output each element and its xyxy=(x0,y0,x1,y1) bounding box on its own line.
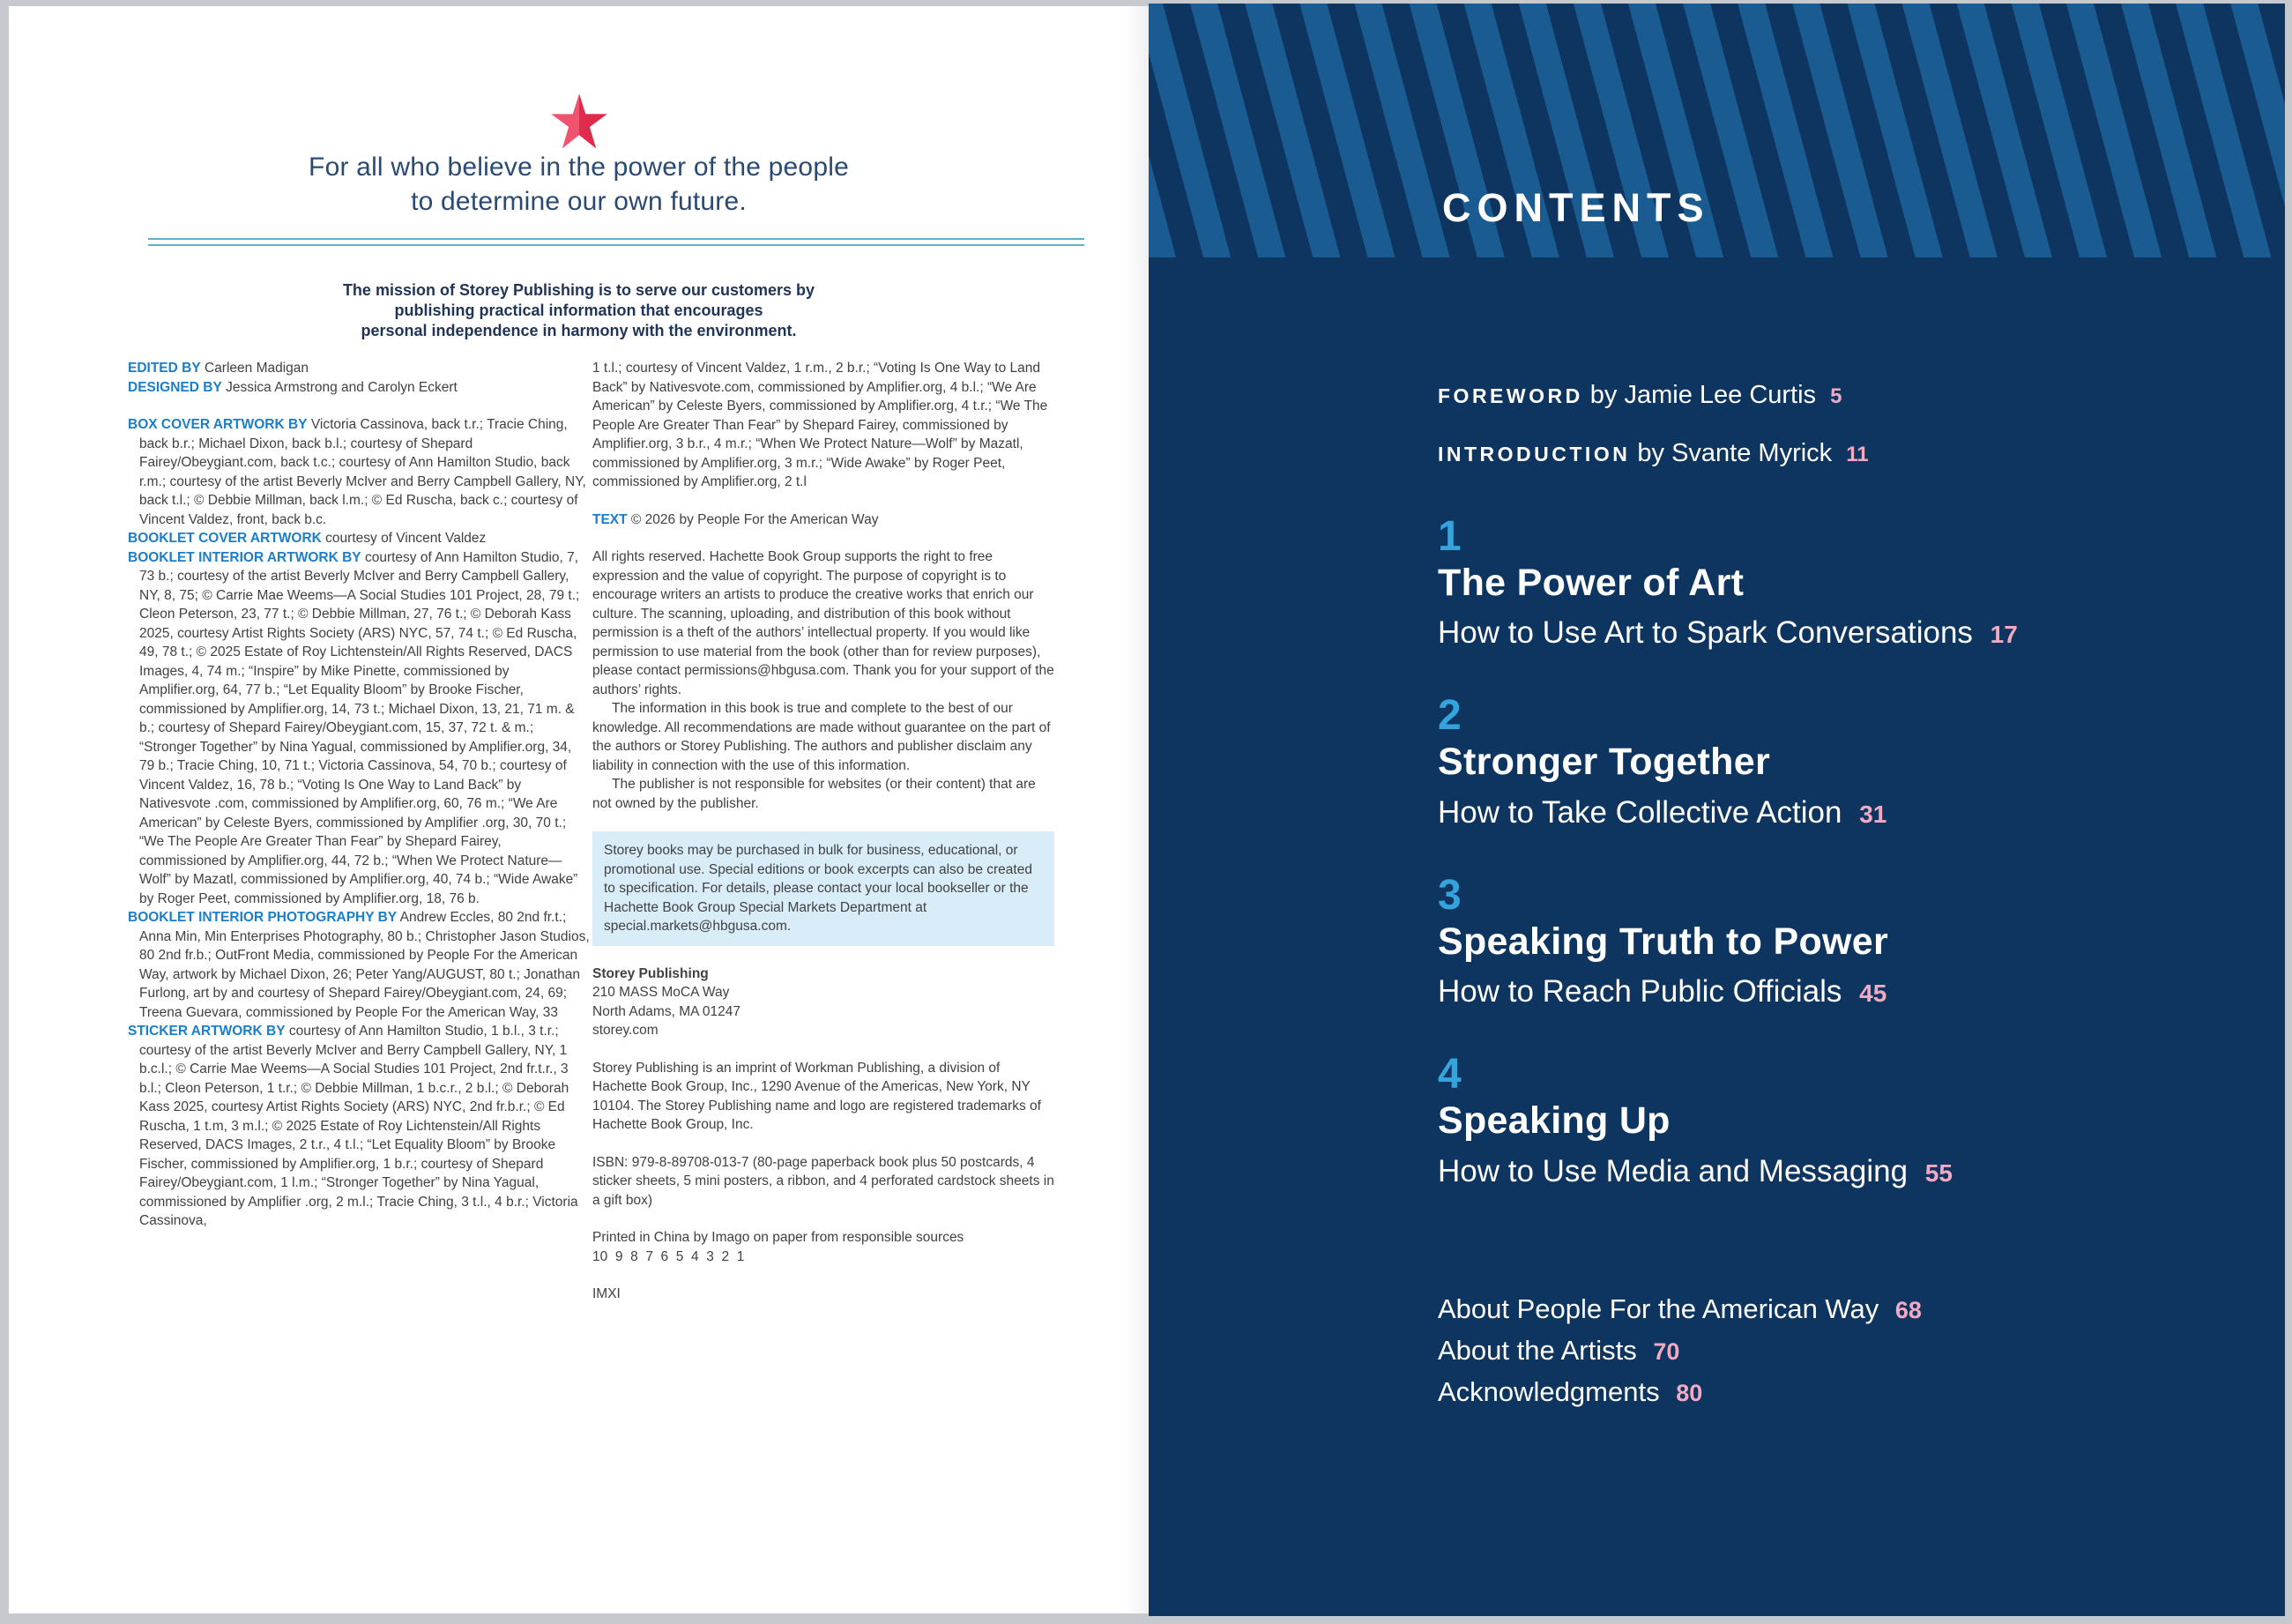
mission-line: personal independence in harmony with the environment. xyxy=(361,322,797,339)
colophon-paragraph: Storey Publishing is an imprint of Workman Publishing, a division of Hachette Book Group, Inc., 1290 Avenue of the Americas, New York, NY 10104. The Storey Publishing name and logo are registered trademarks of Hachette Book Group, Inc. xyxy=(592,1060,1041,1132)
toc-page-number: 17 xyxy=(1990,621,2018,649)
dedication-line: For all who believe in the power of the people xyxy=(309,153,849,182)
toc-chapter-number: 3 xyxy=(1438,871,1462,919)
colophon-paragraph: ISBN: 979-8-89708-013-7 (80-page paperback book plus 50 postcards, 4 sticker sheets, 5 mini posters, a ribbon, and 4 perforated cardstock sheets in a gift box) xyxy=(592,1154,1054,1208)
toc-page-number: 45 xyxy=(1859,980,1887,1008)
toc-backmatter-entry xyxy=(1438,1330,1922,1372)
colophon-paragraph: IMXI xyxy=(592,1286,621,1301)
colophon-paragraph xyxy=(592,1228,1054,1266)
credit-entry: STICKER ARTWORK BY courtesy of Ann Hamilton Studio, 1 b.l., 3 t.r.; courtesy of the artist Beverly McIver and Berry Campbell Gallery, NY, 1 b.c.l.; © Carrie Mae Weems—A Social Studies 101 Project, 2nd fr.t.r., 3 b.l.; Cleon Peterson, 1 t.r.; © Debbie Millman, 1 b.c.r., 2 b.l.; © Deborah Kass 2025, courtesy Artist Rights Society (ARS) NYC, 2nd fr.b.r.; © Ed Ruscha, 1 t.m, 3 m.l.; © 2025 Estate of Roy Lichtenstein/All Rights Reserved, DACS Images, 2 t.r., 4 t.l.; “Let Equality Bloom” by Brooke Fischer, commissioned by Amplifier.org, 1 b.r.; courtesy of Shepard Fairey/Obeygiant.com, 1 l.m.; “Stronger Together” by Nina Yagual, commissioned by Amplifier .org, 2 m.l.; Tracie Ching, 3 t.l., 4 b.r.; Victoria Cassinova, xyxy=(128,1024,578,1228)
toc-chapter-title: The Power of Art xyxy=(1438,562,1745,604)
colophon-paragraph: The publisher is not responsible for websites (or their content) that are not owned by the publisher. xyxy=(592,777,1036,811)
toc-frontmatter-text: by Jamie Lee Curtis xyxy=(1582,381,1817,409)
double-rule-divider xyxy=(148,238,1084,246)
diagonal-stripes-banner xyxy=(1149,4,2285,257)
toc-backmatter-entry xyxy=(1438,1372,1922,1413)
copyright-page xyxy=(9,6,1149,1613)
toc-page-number: 68 xyxy=(1894,1297,1922,1323)
colophon-line: 210 MASS MoCA Way xyxy=(592,985,730,1000)
colophon-column xyxy=(592,359,1054,1304)
toc-chapter-number: 2 xyxy=(1438,692,1462,740)
toc-frontmatter-label: FOREWORD xyxy=(1438,384,1583,407)
credit-entry: BOOKLET INTERIOR ARTWORK BY courtesy of Ann Hamilton Studio, 7, 73 b.; courtesy of the artist Beverly McIver and Berry Campbell Gallery, NY, 8, 75; © Carrie Mae Weems—A Social Studies 101 Project, 28, 79 t.; Cleon Peterson, 23, 77 t.; © Debbie Millman, 27, 76 t.; © Deborah Kass 2025, courtesy Artist Rights Society (ARS) NYC, 57, 74 t.; © Ed Ruscha, 49, 78 t.; © 2025 Estate of Roy Lichtenstein/All Rights Reserved, DACS Images, 4, 74 m.; “Inspire” by Mike Pinette, commissioned by Amplifier.org, 64, 77 b.; “Let Equality Bloom” by Brooke Fischer, commissioned by Amplifier.org, 14, 73 t.; Michael Dixon, 13, 21, 71 m. & b.; courtesy of Shepard Fairey/Obeygiant.com, 15, 37, 72 t. & m.; “Stronger Together” by Nina Yagual, commissioned by Amplifier.org, 34, 79 b.; Tracie Ching, 10, 71 t.; Victoria Cassinova, 54, 70 b.; courtesy of Vincent Valdez, 16, 78 b.; “Voting Is One Way to Land Back” by Nativesvote .com, commissioned by Amplifier.org, 60, 76 m.; “We Are American” by Celeste Byers, commissioned by Amplifier .org, 30, 70 t.; “We The People Are Greater Than Fear” by Shepard Fairey, commissioned by Amplifier.org, 44, 72 b.; “When We Protect Nature—Wolf” by Mazatl, commissioned by Amplifier.org, 40, 74 b.; “Wide Awake” by Roger Peet, commissioned by Amplifier.org, 18, 76 b. xyxy=(128,549,580,906)
toc-frontmatter-entry xyxy=(1438,439,1869,468)
colophon-paragraph: 1 t.l.; courtesy of Vincent Valdez, 1 r.m., 2 b.r.; “Voting Is One Way to Land Back” by Nativesvote.com, commissioned by Amplifier.org, 4 b.l.; “We Are American” by Celeste Byers, commissioned by Amplifier.org, 4 t.r.; “We The People Are Greater Than Fear” by Shepard Fairey, commissioned by Amplifier.org, 3 b.r., 4 m.r.; “When We Protect Nature—Wolf” by Mazatl, commissioned by Amplifier.org, 3 m.r.; “Wide Awake” by Roger Peet, commissioned by Amplifier.org, 2 t.l xyxy=(592,361,1048,489)
mission-line: The mission of Storey Publishing is to serve our customers by xyxy=(342,281,815,299)
toc-backmatter-entry xyxy=(1438,1289,1922,1330)
credit-label: EDITED BY xyxy=(128,361,201,376)
colophon-paragraph: TEXT © 2026 by People For the American Way xyxy=(592,511,879,527)
credit-label: BOX COVER ARTWORK BY xyxy=(128,417,308,432)
toc-chapter-number: 4 xyxy=(1438,1051,1462,1099)
colophon-paragraph: All rights reserved. Hachette Book Group supports the right to free expression and the value of copyright. The purpose of copyright is to encourage writers an artists to produce the creative works that enrich our culture. The scanning, uploading, and distribution of this book without permission is a theft of the authors’ intellectual property. If you would like permission to use material from the book (other than for review purposes), please contact permissions@hbgusa.com. Thank you for your support of the authors’ rights. xyxy=(592,549,1054,697)
toc-chapter-subtitle: How to Take Collective Action 31 xyxy=(1438,794,1887,830)
toc-frontmatter-label: INTRODUCTION xyxy=(1438,443,1631,466)
toc-frontmatter-text: by Svante Myrick xyxy=(1630,439,1833,467)
toc-backmatter-text: About People For the American Way xyxy=(1438,1293,1886,1324)
toc-frontmatter-entry xyxy=(1438,381,1869,410)
credit-entry: BOOKLET COVER ARTWORK courtesy of Vincent Valdez xyxy=(128,531,487,546)
toc-chapter-subtitle: How to Use Art to Spark Conversations 17 xyxy=(1438,615,2018,651)
credit-label: DESIGNED BY xyxy=(128,379,222,395)
star-icon xyxy=(550,93,608,151)
toc-page-number: 70 xyxy=(1653,1338,1680,1365)
dedication xyxy=(9,150,1149,219)
credit-label: BOOKLET COVER ARTWORK xyxy=(128,531,322,546)
colophon-line: storey.com xyxy=(592,1023,659,1038)
colophon-paragraph: Storey books may be purchased in bulk for business, educational, or promotional use. Special editions or book excerpts can also be created to specification. For details, please contact your local bookseller or the Hachette Book Group Special Markets Department at special.markets@hbgusa.com. xyxy=(592,831,1054,946)
toc-chapter xyxy=(1438,1051,2018,1188)
colophon-paragraph: The information in this book is true and complete to the best of our knowledge. All recommendations are made without guarantee on the part of the authors or Storey Publishing. The authors and publisher disclaim any liability in connection with the use of this information. xyxy=(592,701,1051,773)
colophon-line: Printed in China by Imago on paper from responsible sources xyxy=(592,1230,964,1245)
credits-column xyxy=(128,359,590,1231)
credit-entry: DESIGNED BY Jessica Armstrong and Carolyn Eckert xyxy=(128,379,458,395)
credit-label: BOOKLET INTERIOR PHOTOGRAPHY BY xyxy=(128,910,398,925)
toc-chapter xyxy=(1438,513,2018,651)
toc-frontmatter xyxy=(1438,381,1869,497)
mission-statement xyxy=(9,280,1149,341)
toc-chapter-title: Stronger Together xyxy=(1438,741,1770,784)
contents-title: CONTENTS xyxy=(1442,185,1710,230)
toc-chapters xyxy=(1438,513,2018,1233)
credit-label: BOOKLET INTERIOR ARTWORK BY xyxy=(128,549,361,565)
toc-chapter-title: Speaking Truth to Power xyxy=(1438,920,1889,963)
toc-page-number: 5 xyxy=(1830,384,1842,408)
star-wrap xyxy=(9,93,1149,155)
credit-label: STICKER ARTWORK BY xyxy=(128,1024,286,1039)
toc-page-number: 31 xyxy=(1859,800,1887,828)
toc-backmatter xyxy=(1438,1289,1922,1413)
colophon-label: TEXT xyxy=(592,511,628,527)
colophon-line: Storey Publishing xyxy=(592,965,709,981)
toc-chapter xyxy=(1438,871,2018,1009)
toc-backmatter-text: Acknowledgments xyxy=(1438,1376,1668,1407)
toc-chapter-subtitle: How to Use Media and Messaging 55 xyxy=(1438,1153,1953,1188)
colophon-line: 10 9 8 7 6 5 4 3 2 1 xyxy=(592,1248,745,1264)
toc-chapter-number: 1 xyxy=(1438,513,1462,560)
toc-page-number: 80 xyxy=(1676,1380,1703,1406)
colophon-line: North Adams, MA 01247 xyxy=(592,1003,741,1019)
toc-backmatter-text: About the Artists xyxy=(1438,1335,1645,1366)
contents-page xyxy=(1149,4,2285,1616)
toc-chapter-subtitle: How to Reach Public Officials 45 xyxy=(1438,974,1887,1009)
toc-page-number: 55 xyxy=(1924,1158,1953,1187)
toc-chapter xyxy=(1438,692,2018,830)
mission-line: publishing practical information that encourages xyxy=(394,302,763,319)
colophon-paragraph xyxy=(592,965,1054,1040)
credit-entry: BOX COVER ARTWORK BY Victoria Cassinova, back t.r.; Tracie Ching, back b.r.; Michael Dixon, back b.l.; courtesy of Shepard Fairey/Obeygiant.com, back t.c.; courtesy of Ann Hamilton Studio, back r.m.; courtesy of the artist Beverly McIver and Berry Campbell Gallery, NY, back t.l.; © Debbie Millman, back l.m.; © Ed Ruscha, back c.; courtesy of Vincent Valdez, front, back b.c. xyxy=(128,417,586,527)
toc-chapter-title: Speaking Up xyxy=(1438,1099,1671,1143)
dedication-line: to determine our own future. xyxy=(411,187,747,216)
toc-page-number: 11 xyxy=(1846,443,1869,466)
credit-entry: EDITED BY Carleen Madigan xyxy=(128,361,309,376)
credit-entry: BOOKLET INTERIOR PHOTOGRAPHY BY Andrew Eccles, 80 2nd fr.t.; Anna Min, Min Enterprises Photography, 80 b.; Christopher Jason Studios, 80 2nd fr.b.; OutFront Media, commissioned by People For the American Way, artwork by Michael Dixon, 26; Peter Yang/AUGUST, 80 t.; Jonathan Furlong, art by and courtesy of Shepard Fairey/Obeygiant.com, 24, 69; Treena Guevara, commissioned by People For the American Way, 33 xyxy=(128,910,590,1020)
